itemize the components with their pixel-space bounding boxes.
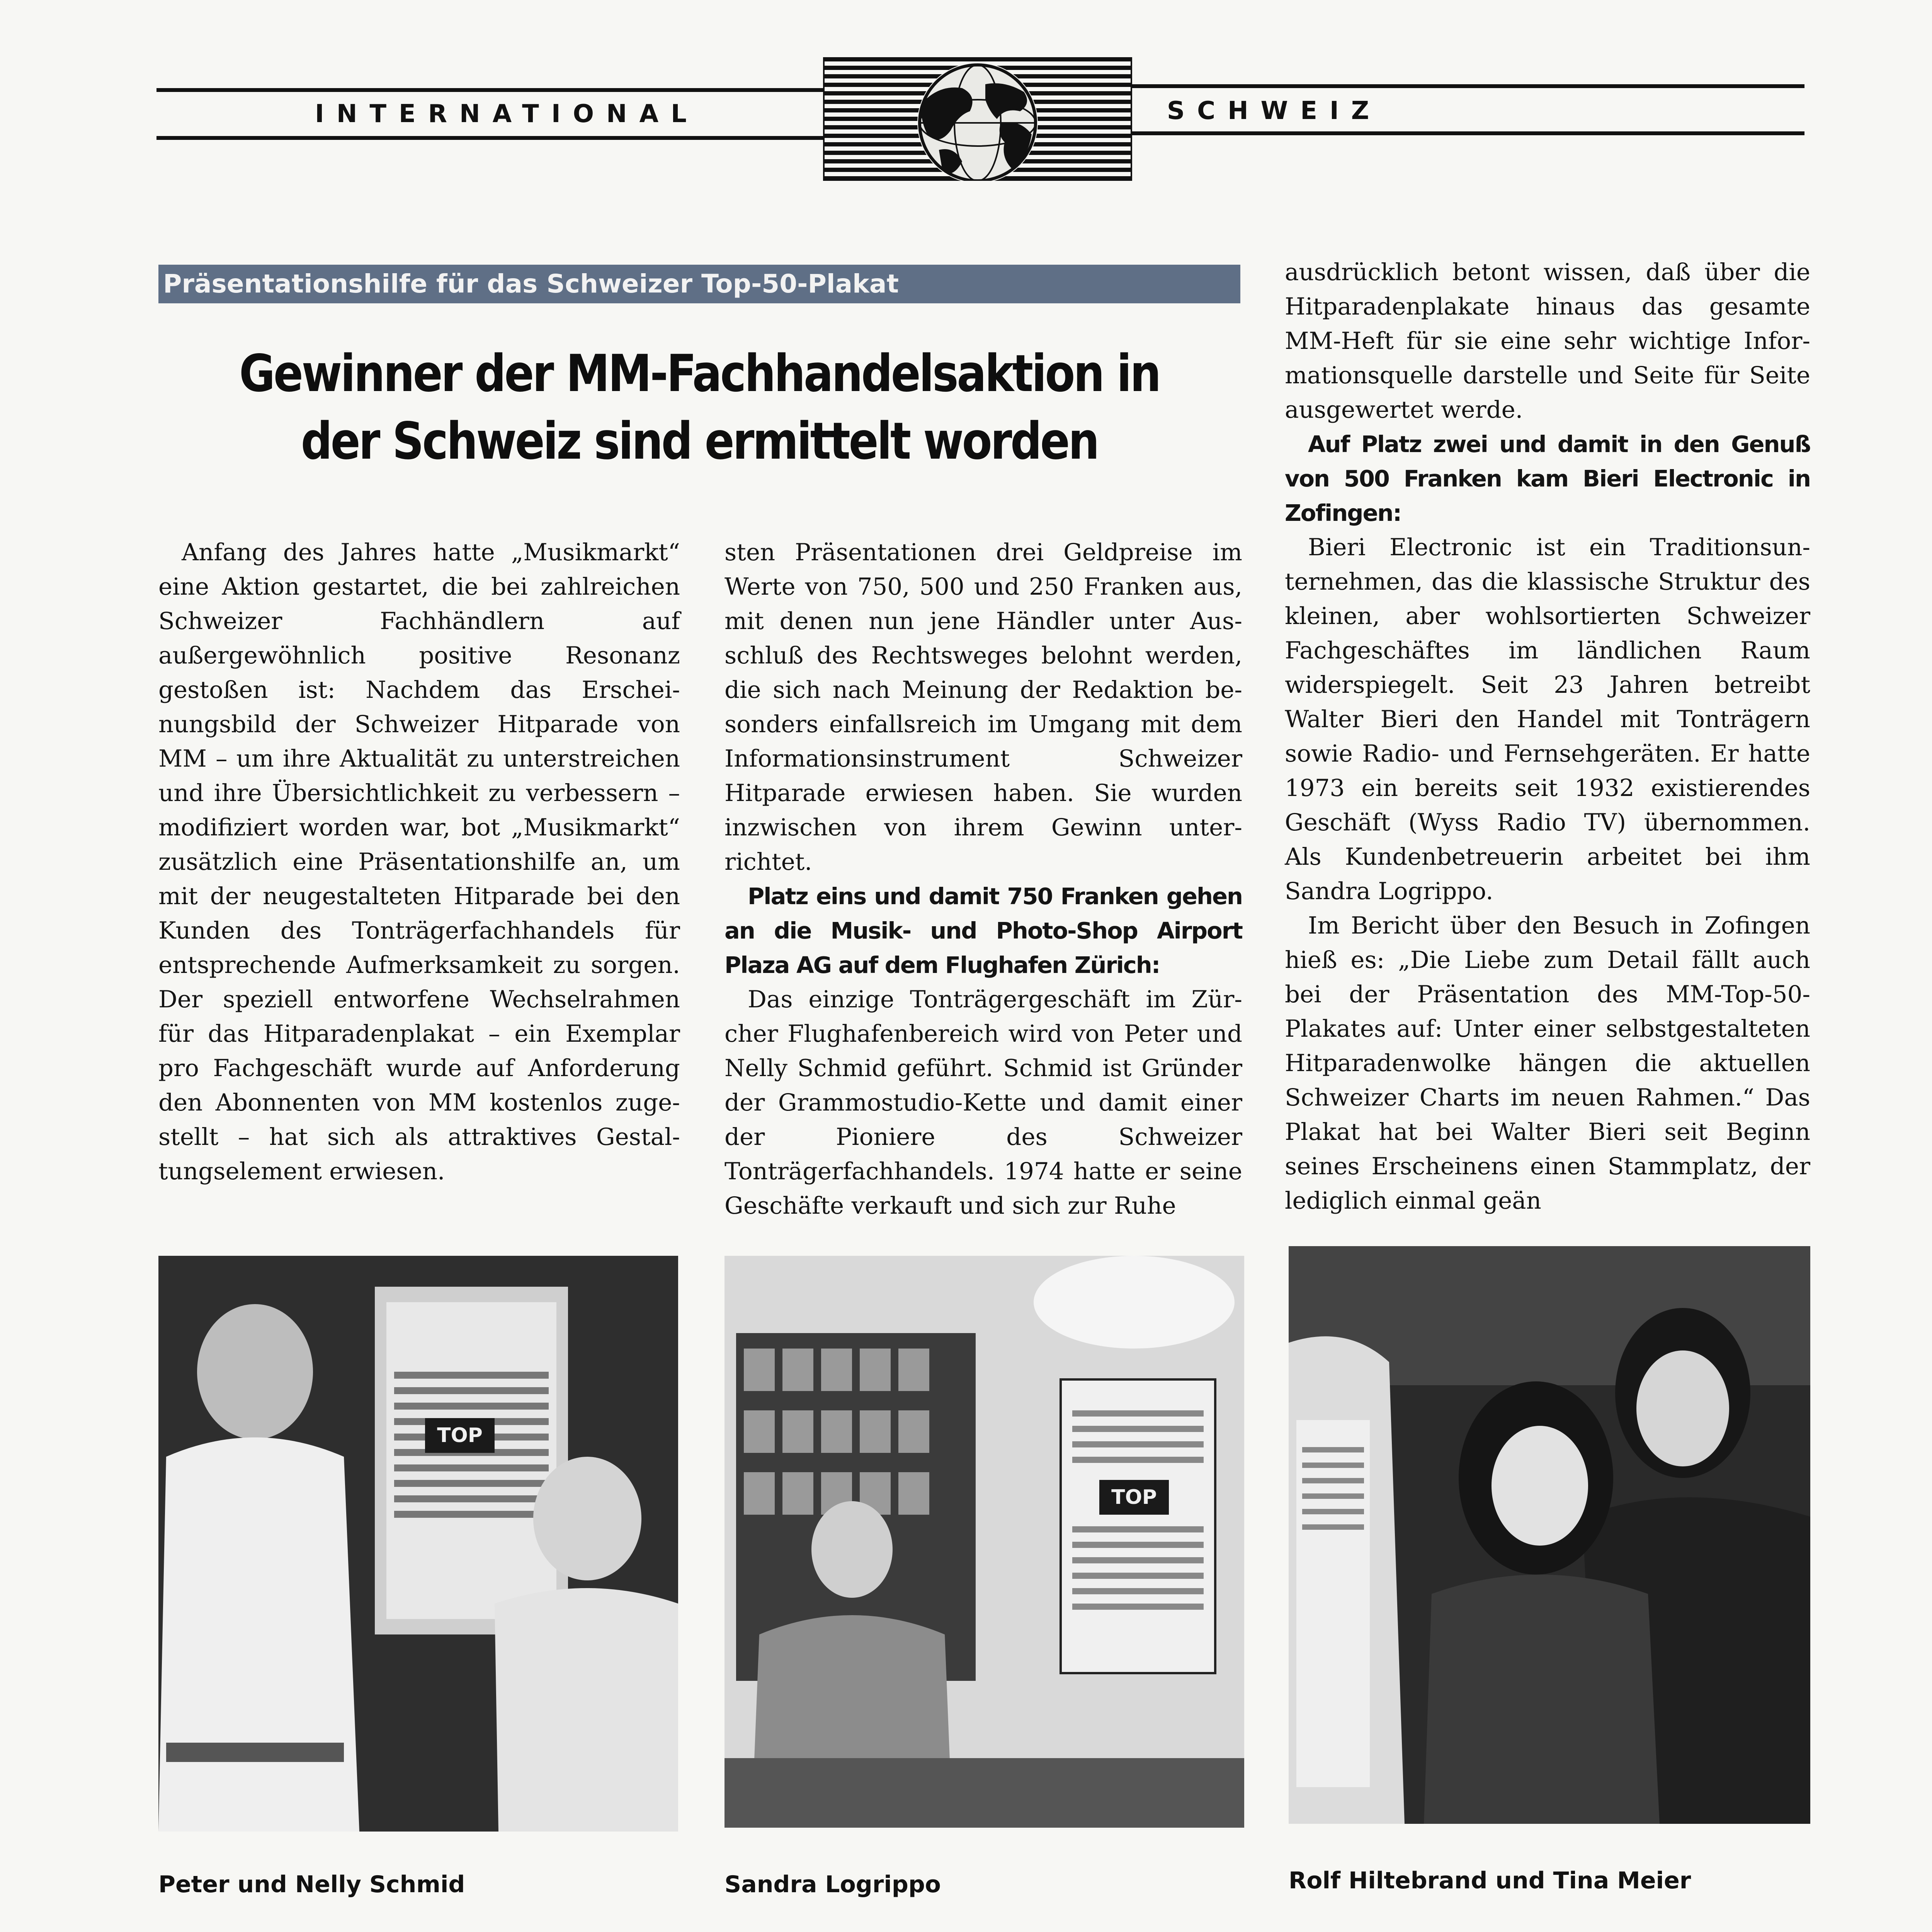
column-3-top bbox=[1285, 255, 1810, 1218]
globe-icon bbox=[823, 57, 1132, 181]
photo-caption: Rolf Hiltebrand und Tina Meier bbox=[1289, 1867, 1691, 1894]
photo-caption: Peter und Nelly Schmid bbox=[158, 1871, 465, 1898]
photo-caption: Sandra Logrippo bbox=[724, 1871, 941, 1898]
photo-peter-nelly-schmid bbox=[158, 1256, 678, 1832]
header-rule-top-right bbox=[1132, 84, 1804, 88]
column-2-top bbox=[724, 535, 1242, 1223]
subheading-first-place: Platz eins und damit 750 Franken gehen an die Musik- und Photo-Shop Airport Plaza AG auf dem Flughafen Zürich: bbox=[724, 883, 1242, 978]
subheading-second-place: Auf Platz zwei und damit in den Genuß von 500 Franken kam Bieri Electronic in Zofingen: bbox=[1285, 431, 1810, 526]
photo-rolf-hiltebrand-tina-meier bbox=[1289, 1246, 1810, 1824]
section-label-left: INTERNATIONAL bbox=[315, 100, 699, 128]
article-kicker: Präsentationshilfe für das Schweizer Top-50-Plakat bbox=[158, 265, 1240, 303]
paragraph: Bieri Electronic ist ein Traditionsunternehmen, das die klassische Struktur des kleinen, aber wohlsortierten Schweizer Fachgeschäftes im ländlichen Raum widerspiegelt. Seit 23 Jahren betreibt Walter Bieri den Handel mit Tonträgern sowie Radio- und Fernsehgeräten. Er hatte 1973 ein bereits seit 1932 existierendes Geschäft (Wyss Radio TV) übernommen. Als Kundenbetreuerin arbeitet bei ihm Sandra Logrippo. bbox=[1285, 534, 1810, 905]
paragraph: ausdrücklich betont wissen, daß über die Hitparadenplakate hinaus das gesamte MM-Heft für sie eine sehr wichtige Informationsquelle darstelle und Seite für Seite ausgewertet werde. bbox=[1285, 259, 1810, 423]
headline-line-1: Gewinner der MM-Fachhandelsaktion in bbox=[239, 344, 1160, 403]
paragraph: sten Präsentationen drei Geldpreise im Werte von 750, 500 und 250 Franken aus, mit denen nun jene Händler unter Ausschluß des Rechtsweges belohnt werden, die sich nach Meinung der Redaktion besonders einfallsreich im Umgang mit dem Informationsinstrument Schweizer Hitparade erwiesen haben. Sie wurden inzwischen von ihrem Gewinn unterrichtet. bbox=[724, 539, 1242, 876]
section-label-right: SCHWEIZ bbox=[1167, 97, 1382, 125]
header-rule-bottom-right bbox=[1132, 131, 1804, 135]
headline-line-2: der Schweiz sind ermittelt worden bbox=[301, 412, 1098, 471]
paragraph: Anfang des Jahres hatte „Musikmarkt“ eine Aktion gestartet, die bei zahlreichen Schweizer Fachhändlern auf außergewöhnlich positive Resonanz gestoßen ist: Nachdem das Erscheinungsbild der Schweizer Hitparade von MM – um ihre Aktualität zu unterstreichen und ihre Übersichtlichkeit zu verbessern – modifiziert worden war, bot „Musikmarkt“ zusätzlich eine Präsentationshilfe an, um mit der neugestalteten Hitparade bei den Kunden des Tonträgerfachhandels für entsprechende Aufmerksamkeit zu sorgen. Der speziell entworfene Wechselrahmen für das Hitparadenplakat – ein Exemplar pro Fachgeschäft wurde auf Anforderung den Abonnenten von MM kostenlos zugestellt – hat sich als attraktives Gestaltungselement erwiesen. bbox=[158, 539, 680, 1185]
paragraph: Im Bericht über den Besuch in Zofingen hieß es: „Die Liebe zum Detail fällt auch bei der Präsentation des MM-Top-50-Plakates auf: Unter einer selbstgestalteten Hitparadenwolke hängen die aktuellen Schweizer Charts im neuen Rahmen.“ Das Plakat hat bei Walter Bieri seit Beginn seines Erscheinens einen Stammplatz, der lediglich einmal geän bbox=[1285, 912, 1810, 1214]
header-rule-bottom-left bbox=[156, 136, 823, 140]
photo-sandra-logrippo bbox=[724, 1256, 1244, 1828]
paragraph: Das einzige Tonträgergeschäft im Zürcher Flughafenbereich wird von Peter und Nelly Schmid geführt. Schmid ist Gründer der Grammostudio-Kette und damit einer der Pioniere des Schweizer Tonträgerfachhandels. 1974 hatte er seine Geschäfte verkauft und sich zur Ruhe bbox=[724, 986, 1242, 1219]
header-rule-top-left bbox=[156, 88, 823, 92]
photo-poster-label: TOP bbox=[1111, 1486, 1157, 1509]
photo-poster-label: TOP bbox=[437, 1424, 483, 1447]
column-1-top bbox=[158, 535, 680, 1189]
article-headline bbox=[234, 340, 1165, 475]
